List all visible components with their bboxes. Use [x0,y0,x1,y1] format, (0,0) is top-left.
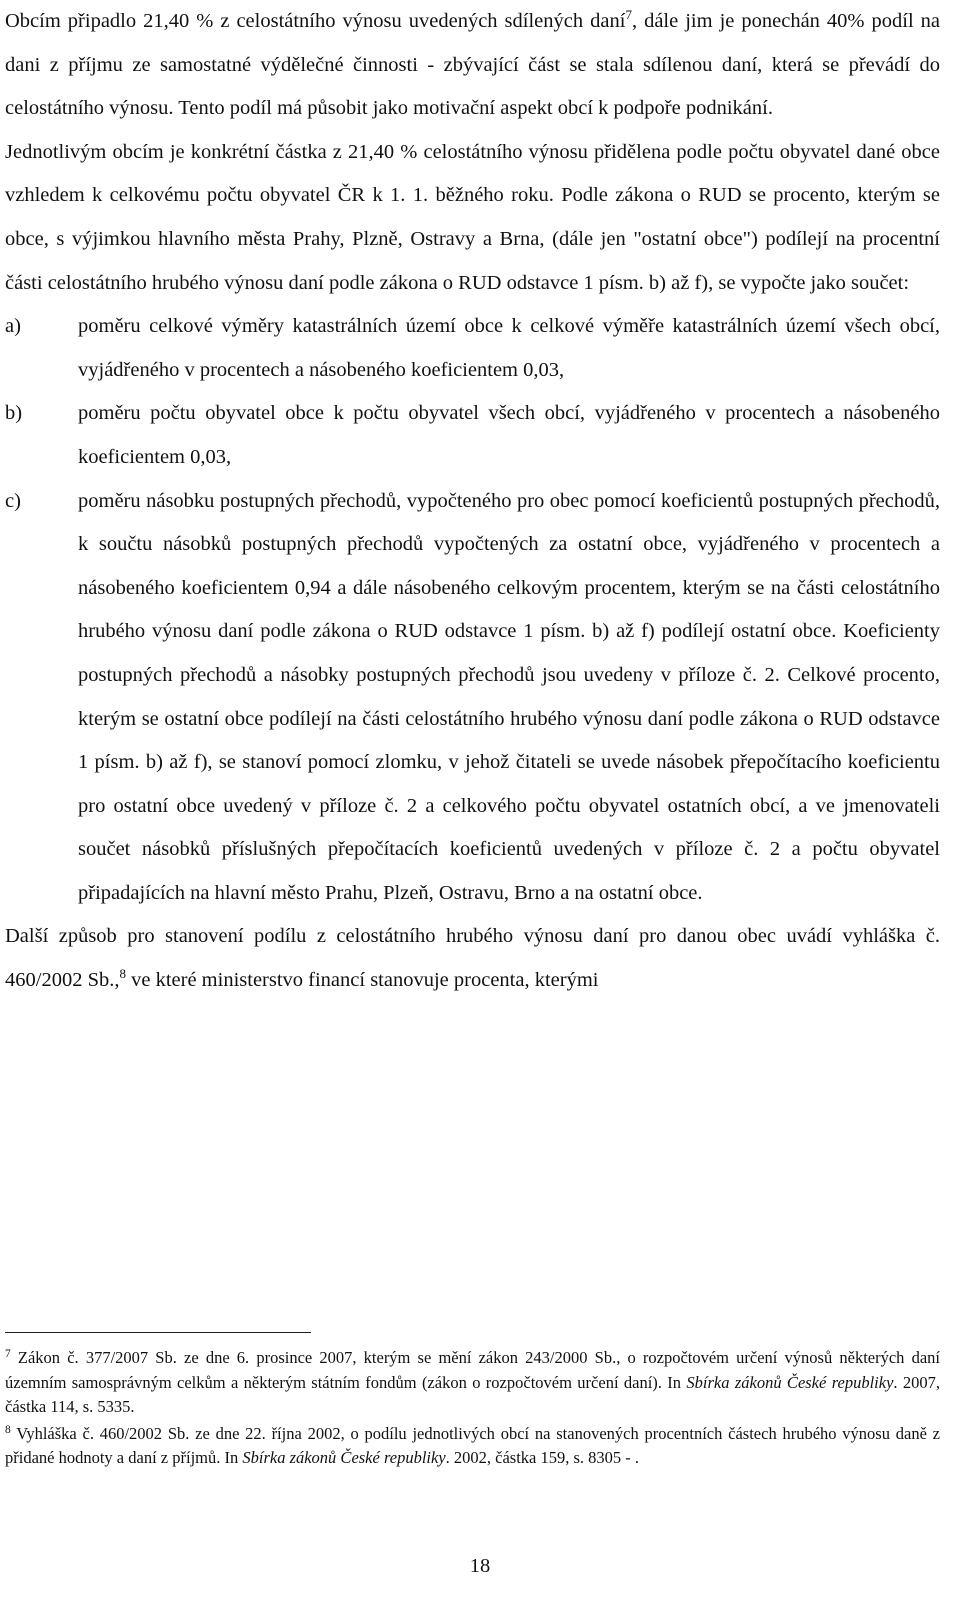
body-text [5,0,940,1003]
footnote-text: Vyhláška č. 460/2002 Sb. ze dne 22. října 2002, o podílu jednotlivých obcí na stanovených procentních částech hrubého výnosu daně z přidané hodnoty a daní z příjmů. In [5,1423,940,1467]
list-marker: b) [5,402,23,425]
list-item [5,480,940,916]
footnote-text: Zákon č. 377/2007 Sb. ze dne 6. prosince 2007, kterým se mění zákon 243/2000 Sb., o rozpočtovém určení výnosů některých daní územním samosprávným celkům a některým státním fondům (zákon o rozpočtovém určení daní). In [5,1348,940,1392]
list-marker: c) [5,489,21,512]
footnotes [5,1346,940,1473]
footnote-source-title: Sbírka zákonů České republiky [242,1448,446,1467]
calculation-list [5,305,940,915]
list-item-text: poměru celkové výměry katastrálních území obce k celkové výměře katastrálních území všech obcí, vyjádřeného v procentech a násobeného koeficientem 0,03, [78,315,940,381]
list-item-text: poměru počtu obyvatel obce k počtu obyvatel všech obcí, vyjádřeného v procentech a násobeného koeficientem 0,03, [78,402,940,468]
footnote-7 [5,1346,940,1420]
footnote-text: . 2002, částka 159, s. 8305 - . [445,1448,640,1467]
list-item [5,392,940,479]
footnote-reference-8: 8 [119,966,126,982]
footnote-8 [5,1422,940,1471]
paragraph-text: , dále jim je ponechán 40% podíl na dani z příjmu ze samostatné výdělečné činnosti - zbývající část se stala sdílenou daní, která se převádí do celostátního výnosu. Tento podíl má působit jako motivační aspekt obcí k podpoře podnikání. [5,10,941,120]
paragraph-municipal-share [5,0,940,131]
page-number: 18 [469,1555,491,1577]
list-item-text: poměru násobku postupných přechodů, vypočteného pro obec pomocí koeficientů postupných přechodů, k součtu násobků postupných přechodů vypočtených za ostatní obce, vyjádřeného v procentech a násobeného koeficientem 0,94 a dále násobeného celkovým procentem, kterým se na části celostátního hrubého výnosu daní podle zákona o RUD odstavce 1 písm. b) až f) podílejí ostatní obce. Koeficienty postupných přechodů a násobky postupných přechodů jsou uvedeny v příloze č. 2. Celkové procento, kterým se ostatní obce podílejí na části celostátního hrubého výnosu daní podle zákona o RUD odstavce 1 písm. b) až f), se stanoví pomocí zlomku, v jehož čitateli se uvede násobek přepočítacího koeficientu pro ostatní obce uvedený v příloze č. 2 a celkového počtu obyvatel ostatních obcí, a ve jmenovateli součet násobků příslušných přepočítacích koeficientů uvedených v příloze č. 2 a počtu obyvatel připadajících na hlavní město Prahu, Plzeň, Ostravu, Brno a na ostatní obce. [78,489,940,904]
footnote-source-title: Sbírka zákonů České republiky [686,1372,894,1392]
paragraph-allocation-rules: Jednotlivým obcím je konkrétní částka z 21,40 % celostátního výnosu přidělena podle počtu obyvatel dané obce vzhledem k celkovému počtu obyvatel ČR k 1. 1. běžného roku. Podle zákona o RUD se procento, kterým se obce, s výjimkou hlavního města Prahy, Plzně, Ostravy a Brna, (dále jen "ostatní obce") podílejí na procentní části celostátního hrubého výnosu daní podle zákona o RUD odstavce 1 písm. b) až f), se vypočte jako součet: [5,140,940,294]
paragraph-decree [5,915,940,1002]
footnote-text: . 2007, částka 114, s. 5335. [5,1372,941,1416]
list-marker: a) [5,315,21,338]
footnote-reference-7: 7 [625,7,632,22]
footnote-number: 8 [5,1423,11,1436]
paragraph-text: ve které ministerstvo financí stanovuje procenta, kterými [125,969,599,992]
footnote-separator [5,1332,311,1333]
paragraph-text: Další způsob pro stanovení podílu z celostátního hrubého výnosu daní pro danou obec uvádí vyhláška č. 460/2002 Sb., [5,925,940,992]
footnote-number: 7 [5,1348,11,1360]
paragraph-text: Obcím připadlo 21,40 % z celostátního výnosu uvedených sdílených daní [5,10,626,32]
list-item [5,305,940,392]
